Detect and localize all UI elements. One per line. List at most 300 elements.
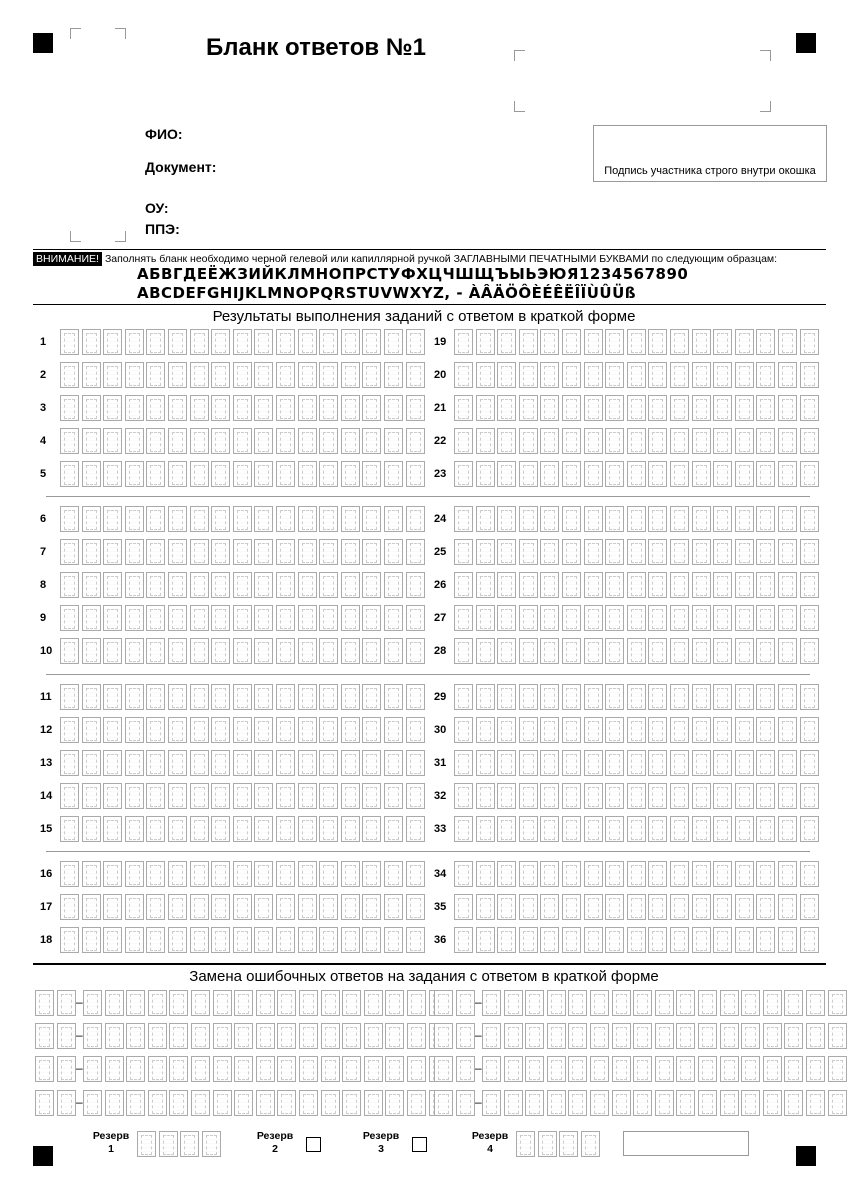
replacement-cell[interactable] [568,990,587,1016]
answer-cell[interactable] [190,684,209,710]
replacement-cell[interactable] [191,1056,210,1082]
answer-cell[interactable] [627,894,646,920]
answer-cell[interactable] [454,506,473,532]
answer-cell[interactable] [276,461,295,487]
replacement-cell[interactable] [784,1056,803,1082]
replacement-cell[interactable] [633,1056,652,1082]
answer-cell[interactable] [168,506,187,532]
answer-cell[interactable] [384,506,403,532]
answer-cell[interactable] [190,750,209,776]
answer-cell[interactable] [476,362,495,388]
answer-cell[interactable] [476,684,495,710]
replacement-cell[interactable] [655,1056,674,1082]
answer-cell[interactable] [190,816,209,842]
answer-cell[interactable] [103,861,122,887]
answer-cell[interactable] [125,539,144,565]
answer-cell[interactable] [562,605,581,631]
answer-cell[interactable] [254,861,273,887]
replacement-cell[interactable] [105,1090,124,1116]
answer-cell[interactable] [146,894,165,920]
answer-cell[interactable] [298,816,317,842]
answer-cell[interactable] [146,428,165,454]
answer-cell[interactable] [384,717,403,743]
answer-cell[interactable] [146,750,165,776]
replacement-cell[interactable] [676,1056,695,1082]
answer-cell[interactable] [540,816,559,842]
answer-cell[interactable] [82,461,101,487]
answer-cell[interactable] [584,506,603,532]
replacement-cell[interactable] [385,1056,404,1082]
answer-cell[interactable] [778,638,797,664]
replacement-cell[interactable] [784,990,803,1016]
answer-cell[interactable] [384,861,403,887]
answer-cell[interactable] [713,638,732,664]
answer-cell[interactable] [319,395,338,421]
answer-cell[interactable] [713,395,732,421]
answer-cell[interactable] [454,894,473,920]
answer-cell[interactable] [341,461,360,487]
answer-cell[interactable] [648,605,667,631]
answer-cell[interactable] [233,717,252,743]
replacement-cell[interactable] [83,1023,102,1049]
replacement-cell[interactable] [547,1090,566,1116]
answer-cell[interactable] [298,861,317,887]
answer-cell[interactable] [800,506,819,532]
answer-cell[interactable] [254,894,273,920]
answer-cell[interactable] [497,783,516,809]
replacement-cell[interactable] [277,1090,296,1116]
answer-cell[interactable] [406,329,425,355]
answer-cell[interactable] [362,750,381,776]
answer-cell[interactable] [519,506,538,532]
answer-cell[interactable] [211,428,230,454]
answer-cell[interactable] [233,894,252,920]
answer-cell[interactable] [735,539,754,565]
answer-cell[interactable] [60,816,79,842]
answer-cell[interactable] [454,861,473,887]
answer-cell[interactable] [800,816,819,842]
replacement-cell[interactable] [547,1056,566,1082]
answer-cell[interactable] [233,861,252,887]
answer-cell[interactable] [648,894,667,920]
answer-cell[interactable] [362,927,381,953]
answer-cell[interactable] [103,816,122,842]
answer-cell[interactable] [103,605,122,631]
answer-cell[interactable] [605,684,624,710]
answer-cell[interactable] [125,572,144,598]
answer-cell[interactable] [584,783,603,809]
answer-cell[interactable] [211,395,230,421]
answer-cell[interactable] [362,428,381,454]
answer-cell[interactable] [562,783,581,809]
answer-cell[interactable] [692,684,711,710]
answer-cell[interactable] [276,750,295,776]
answer-cell[interactable] [605,461,624,487]
replacement-cell[interactable] [698,1090,717,1116]
answer-cell[interactable] [562,428,581,454]
answer-cell[interactable] [692,717,711,743]
answer-cell[interactable] [497,539,516,565]
answer-cell[interactable] [60,717,79,743]
replacement-cell[interactable] [590,990,609,1016]
answer-cell[interactable] [406,428,425,454]
answer-cell[interactable] [756,684,775,710]
answer-cell[interactable] [476,506,495,532]
answer-cell[interactable] [670,461,689,487]
answer-cell[interactable] [692,783,711,809]
replacement-cell[interactable] [828,1056,847,1082]
replacement-cell[interactable] [547,1023,566,1049]
answer-cell[interactable] [82,861,101,887]
answer-cell[interactable] [713,539,732,565]
answer-cell[interactable] [233,638,252,664]
answer-cell[interactable] [406,506,425,532]
answer-cell[interactable] [584,717,603,743]
task-number-cell[interactable] [434,1090,453,1116]
answer-cell[interactable] [670,329,689,355]
answer-cell[interactable] [319,428,338,454]
answer-cell[interactable] [627,539,646,565]
answer-cell[interactable] [540,395,559,421]
answer-cell[interactable] [713,927,732,953]
answer-cell[interactable] [82,783,101,809]
replacement-cell[interactable] [504,1090,523,1116]
answer-cell[interactable] [605,428,624,454]
answer-cell[interactable] [168,816,187,842]
answer-cell[interactable] [168,362,187,388]
answer-cell[interactable] [406,894,425,920]
replacement-cell[interactable] [321,1023,340,1049]
replacement-cell[interactable] [720,990,739,1016]
answer-cell[interactable] [168,395,187,421]
replacement-cell[interactable] [525,990,544,1016]
answer-cell[interactable] [125,750,144,776]
answer-cell[interactable] [713,717,732,743]
answer-cell[interactable] [103,461,122,487]
answer-cell[interactable] [60,572,79,598]
answer-cell[interactable] [627,927,646,953]
answer-cell[interactable] [476,783,495,809]
answer-cell[interactable] [190,894,209,920]
answer-cell[interactable] [168,461,187,487]
answer-cell[interactable] [497,684,516,710]
answer-cell[interactable] [125,329,144,355]
answer-cell[interactable] [778,572,797,598]
answer-cell[interactable] [60,329,79,355]
answer-cell[interactable] [168,684,187,710]
answer-cell[interactable] [103,927,122,953]
answer-cell[interactable] [362,783,381,809]
answer-cell[interactable] [800,717,819,743]
answer-cell[interactable] [800,927,819,953]
answer-cell[interactable] [800,461,819,487]
answer-cell[interactable] [341,506,360,532]
answer-cell[interactable] [540,506,559,532]
replacement-cell[interactable] [568,1090,587,1116]
answer-cell[interactable] [276,428,295,454]
answer-cell[interactable] [146,816,165,842]
answer-cell[interactable] [341,395,360,421]
answer-cell[interactable] [146,572,165,598]
answer-cell[interactable] [627,816,646,842]
answer-cell[interactable] [341,684,360,710]
replacement-cell[interactable] [504,1023,523,1049]
answer-cell[interactable] [254,506,273,532]
answer-cell[interactable] [627,506,646,532]
answer-cell[interactable] [670,605,689,631]
replacement-cell[interactable] [299,1090,318,1116]
answer-cell[interactable] [756,461,775,487]
answer-cell[interactable] [125,605,144,631]
replacement-cell[interactable] [784,1090,803,1116]
answer-cell[interactable] [800,572,819,598]
task-number-cell[interactable] [35,1056,54,1082]
answer-cell[interactable] [562,816,581,842]
answer-cell[interactable] [82,638,101,664]
answer-cell[interactable] [562,638,581,664]
answer-cell[interactable] [60,395,79,421]
answer-cell[interactable] [384,750,403,776]
answer-cell[interactable] [362,362,381,388]
answer-cell[interactable] [341,861,360,887]
replacement-cell[interactable] [169,1023,188,1049]
answer-cell[interactable] [540,329,559,355]
answer-cell[interactable] [540,717,559,743]
answer-cell[interactable] [406,362,425,388]
answer-cell[interactable] [60,362,79,388]
answer-cell[interactable] [605,750,624,776]
replacement-cell[interactable] [612,1056,631,1082]
replacement-cell[interactable] [169,990,188,1016]
replacement-cell[interactable] [407,1023,426,1049]
answer-cell[interactable] [497,395,516,421]
answer-cell[interactable] [254,539,273,565]
answer-cell[interactable] [276,506,295,532]
answer-cell[interactable] [519,329,538,355]
replacement-cell[interactable] [342,1056,361,1082]
replacement-cell[interactable] [482,990,501,1016]
answer-cell[interactable] [384,362,403,388]
replacement-cell[interactable] [698,1023,717,1049]
answer-cell[interactable] [82,605,101,631]
answer-cell[interactable] [476,717,495,743]
replacement-cell[interactable] [234,1056,253,1082]
answer-cell[interactable] [276,329,295,355]
answer-cell[interactable] [454,362,473,388]
answer-cell[interactable] [125,638,144,664]
task-number-cell[interactable] [57,1023,76,1049]
answer-cell[interactable] [692,461,711,487]
answer-cell[interactable] [190,329,209,355]
answer-cell[interactable] [406,750,425,776]
answer-cell[interactable] [627,684,646,710]
replacement-cell[interactable] [364,1056,383,1082]
answer-cell[interactable] [60,638,79,664]
answer-cell[interactable] [103,539,122,565]
answer-cell[interactable] [584,684,603,710]
answer-cell[interactable] [756,506,775,532]
answer-cell[interactable] [276,539,295,565]
answer-cell[interactable] [605,638,624,664]
answer-cell[interactable] [670,395,689,421]
answer-cell[interactable] [454,717,473,743]
task-number-cell[interactable] [456,990,475,1016]
answer-cell[interactable] [168,605,187,631]
answer-cell[interactable] [692,605,711,631]
answer-cell[interactable] [562,717,581,743]
answer-cell[interactable] [406,605,425,631]
answer-cell[interactable] [562,572,581,598]
answer-cell[interactable] [713,750,732,776]
replacement-cell[interactable] [568,1056,587,1082]
answer-cell[interactable] [562,506,581,532]
answer-cell[interactable] [406,861,425,887]
answer-cell[interactable] [82,395,101,421]
replacement-cell[interactable] [256,1056,275,1082]
answer-cell[interactable] [298,428,317,454]
answer-cell[interactable] [627,861,646,887]
answer-cell[interactable] [211,638,230,664]
answer-cell[interactable] [648,861,667,887]
answer-cell[interactable] [735,927,754,953]
answer-cell[interactable] [627,572,646,598]
answer-cell[interactable] [800,329,819,355]
answer-cell[interactable] [713,362,732,388]
answer-cell[interactable] [254,395,273,421]
answer-cell[interactable] [233,605,252,631]
answer-cell[interactable] [319,861,338,887]
replacement-cell[interactable] [234,1090,253,1116]
answer-cell[interactable] [540,362,559,388]
answer-cell[interactable] [233,750,252,776]
replacement-cell[interactable] [407,990,426,1016]
answer-cell[interactable] [670,861,689,887]
replacement-cell[interactable] [256,1023,275,1049]
answer-cell[interactable] [406,539,425,565]
answer-cell[interactable] [146,506,165,532]
answer-cell[interactable] [735,506,754,532]
answer-cell[interactable] [735,395,754,421]
answer-cell[interactable] [406,572,425,598]
answer-cell[interactable] [211,506,230,532]
answer-cell[interactable] [756,329,775,355]
answer-cell[interactable] [778,816,797,842]
answer-cell[interactable] [276,717,295,743]
replacement-cell[interactable] [828,990,847,1016]
answer-cell[interactable] [562,461,581,487]
answer-cell[interactable] [233,506,252,532]
answer-cell[interactable] [82,506,101,532]
replacement-cell[interactable] [277,1056,296,1082]
answer-cell[interactable] [362,861,381,887]
answer-cell[interactable] [190,605,209,631]
answer-cell[interactable] [276,861,295,887]
task-number-cell[interactable] [35,1023,54,1049]
answer-cell[interactable] [497,717,516,743]
answer-cell[interactable] [276,638,295,664]
answer-cell[interactable] [362,461,381,487]
replacement-cell[interactable] [342,990,361,1016]
replacement-cell[interactable] [364,1090,383,1116]
answer-cell[interactable] [756,717,775,743]
answer-cell[interactable] [756,428,775,454]
answer-cell[interactable] [82,329,101,355]
replacement-cell[interactable] [525,1056,544,1082]
answer-cell[interactable] [605,539,624,565]
answer-cell[interactable] [476,572,495,598]
answer-cell[interactable] [384,684,403,710]
answer-cell[interactable] [190,362,209,388]
answer-cell[interactable] [735,816,754,842]
answer-cell[interactable] [319,750,338,776]
answer-cell[interactable] [190,572,209,598]
answer-cell[interactable] [476,461,495,487]
answer-cell[interactable] [670,750,689,776]
answer-cell[interactable] [233,783,252,809]
answer-cell[interactable] [670,684,689,710]
answer-cell[interactable] [103,329,122,355]
answer-cell[interactable] [540,572,559,598]
answer-cell[interactable] [562,927,581,953]
answer-cell[interactable] [211,816,230,842]
replacement-cell[interactable] [741,1090,760,1116]
answer-cell[interactable] [384,572,403,598]
answer-cell[interactable] [211,717,230,743]
answer-cell[interactable] [778,783,797,809]
replacement-cell[interactable] [525,1023,544,1049]
answer-cell[interactable] [454,927,473,953]
answer-cell[interactable] [254,572,273,598]
replacement-cell[interactable] [191,1090,210,1116]
answer-cell[interactable] [384,461,403,487]
answer-cell[interactable] [298,894,317,920]
answer-cell[interactable] [735,329,754,355]
answer-cell[interactable] [298,638,317,664]
answer-cell[interactable] [146,362,165,388]
answer-cell[interactable] [778,329,797,355]
replacement-cell[interactable] [568,1023,587,1049]
answer-cell[interactable] [362,717,381,743]
answer-cell[interactable] [497,638,516,664]
answer-cell[interactable] [648,572,667,598]
replacement-cell[interactable] [299,1023,318,1049]
answer-cell[interactable] [584,861,603,887]
answer-cell[interactable] [584,395,603,421]
replacement-cell[interactable] [385,1090,404,1116]
answer-cell[interactable] [103,395,122,421]
answer-cell[interactable] [341,717,360,743]
answer-cell[interactable] [756,362,775,388]
answer-cell[interactable] [670,894,689,920]
answer-cell[interactable] [692,816,711,842]
replacement-cell[interactable] [763,990,782,1016]
answer-cell[interactable] [627,428,646,454]
answer-cell[interactable] [454,605,473,631]
answer-cell[interactable] [319,461,338,487]
answer-cell[interactable] [319,783,338,809]
answer-cell[interactable] [125,461,144,487]
answer-cell[interactable] [627,783,646,809]
answer-cell[interactable] [584,539,603,565]
answer-cell[interactable] [103,638,122,664]
replacement-cell[interactable] [213,990,232,1016]
answer-cell[interactable] [82,717,101,743]
answer-cell[interactable] [168,861,187,887]
replacement-cell[interactable] [633,1090,652,1116]
answer-cell[interactable] [168,572,187,598]
answer-cell[interactable] [362,605,381,631]
answer-cell[interactable] [319,362,338,388]
